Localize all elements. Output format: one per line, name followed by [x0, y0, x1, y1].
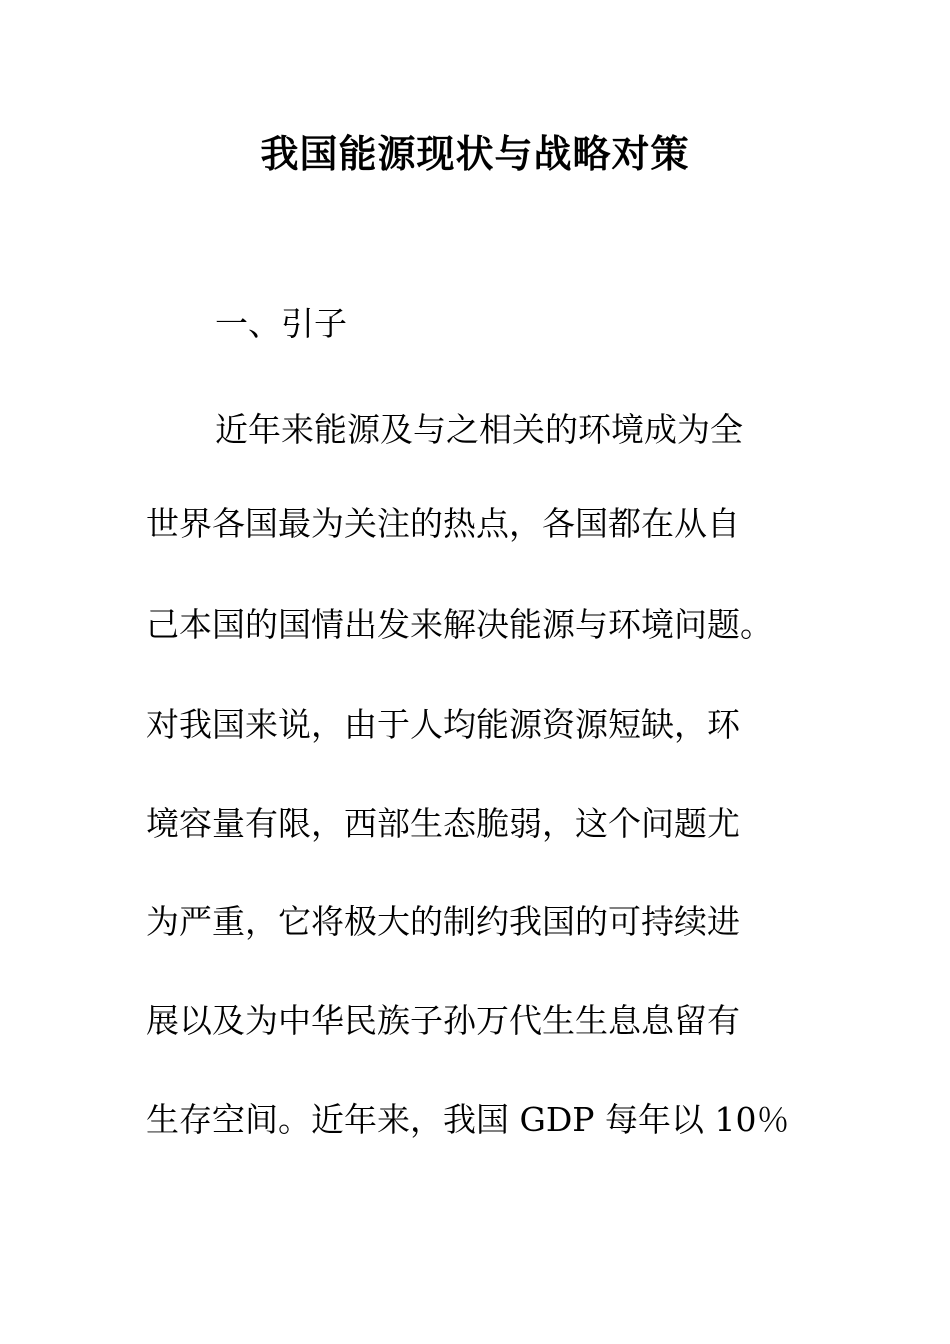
paragraph-line: 为严重，它将极大的制约我国的可持续进 [146, 902, 740, 941]
paragraph-line: 展以及为中华民族子孙万代生生息息留有 [146, 1001, 740, 1040]
paragraph-line: 世界各国最为关注的热点，各国都在从自 [146, 504, 740, 543]
paragraph-line: 对我国来说，由于人均能源资源短缺，环 [146, 705, 740, 744]
paragraph-line: 己本国的国情出发来解决能源与环境问题。 [146, 605, 773, 644]
paragraph-line: 生存空间。近年来，我国 GDP 每年以 10％ [146, 1100, 790, 1139]
section-heading: 一、引子 [215, 304, 347, 343]
document-title: 我国能源现状与战略对策 [260, 131, 690, 176]
paragraph-line: 近年来能源及与之相关的环境成为全 [215, 410, 743, 449]
paragraph-line: 境容量有限，西部生态脆弱，这个问题尤 [146, 804, 740, 843]
